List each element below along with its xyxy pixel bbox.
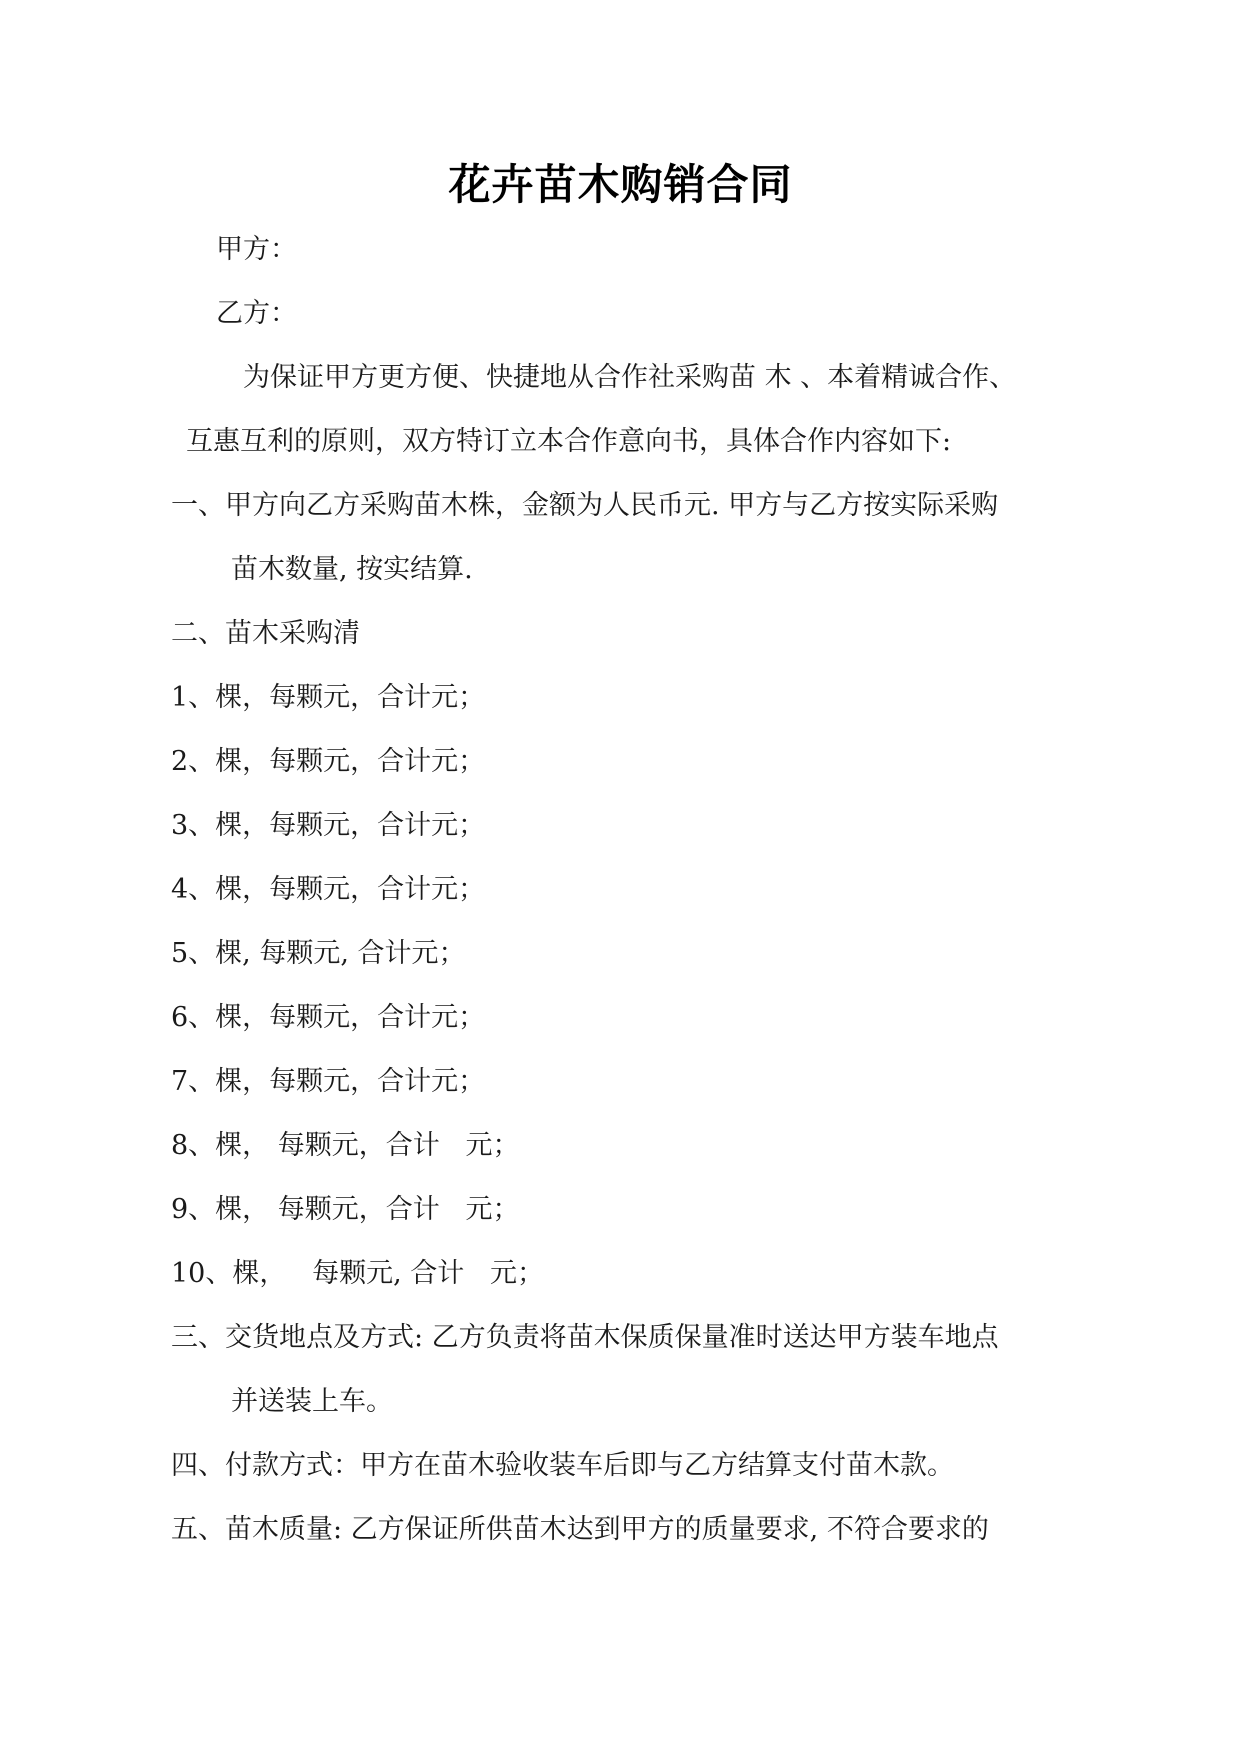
party-b-label: 乙方：	[216, 298, 297, 329]
clause-2-heading: 二、苗木采购清	[171, 618, 360, 649]
document-title: 花卉苗木购销合同	[448, 160, 793, 209]
list-item: 1、棵，每颗元，合计元；	[171, 682, 486, 713]
list-item: 4、棵，每颗元，合计元；	[171, 874, 486, 905]
list-item: 6、棵，每颗元，合计元；	[171, 1002, 486, 1033]
clause-4: 四、付款方式：甲方在苗木验收装车后即与乙方结算支付苗木款。	[171, 1450, 954, 1481]
list-item: 8、棵， 每颗元，合计 元；	[171, 1130, 520, 1161]
list-item: 5、棵, 每颗元, 合计元；	[171, 938, 466, 969]
intro-paragraph-line-2: 互惠互利的原则，双方特订立本合作意向书，具体合作内容如下:	[186, 426, 952, 457]
list-item: 9、棵， 每颗元，合计 元；	[171, 1194, 520, 1225]
clause-3-line-1: 三、交货地点及方式: 乙方负责将苗木保质保量准时送达甲方装车地点	[171, 1322, 999, 1353]
clause-1-line-2: 苗木数量, 按实结算.	[231, 554, 473, 585]
list-item: 3、棵，每颗元，合计元；	[171, 810, 486, 841]
clause-5-line-1: 五、苗木质量: 乙方保证所供苗木达到甲方的质量要求, 不符合要求的	[171, 1514, 989, 1545]
list-item: 10、棵， 每颗元, 合计 元；	[171, 1258, 545, 1289]
clause-3-line-2: 并送装上车。	[231, 1386, 393, 1417]
clause-1-line-1: 一、甲方向乙方采购苗木株，金额为人民币元. 甲方与乙方按实际采购	[171, 490, 999, 521]
intro-paragraph-line-1: 为保证甲方更方便、快捷地从合作社采购苗 木 、本着精诚合作、	[243, 362, 1017, 393]
party-a-label: 甲方：	[216, 234, 297, 265]
list-item: 7、棵，每颗元，合计元；	[171, 1066, 486, 1097]
list-item: 2、棵，每颗元，合计元；	[171, 746, 486, 777]
